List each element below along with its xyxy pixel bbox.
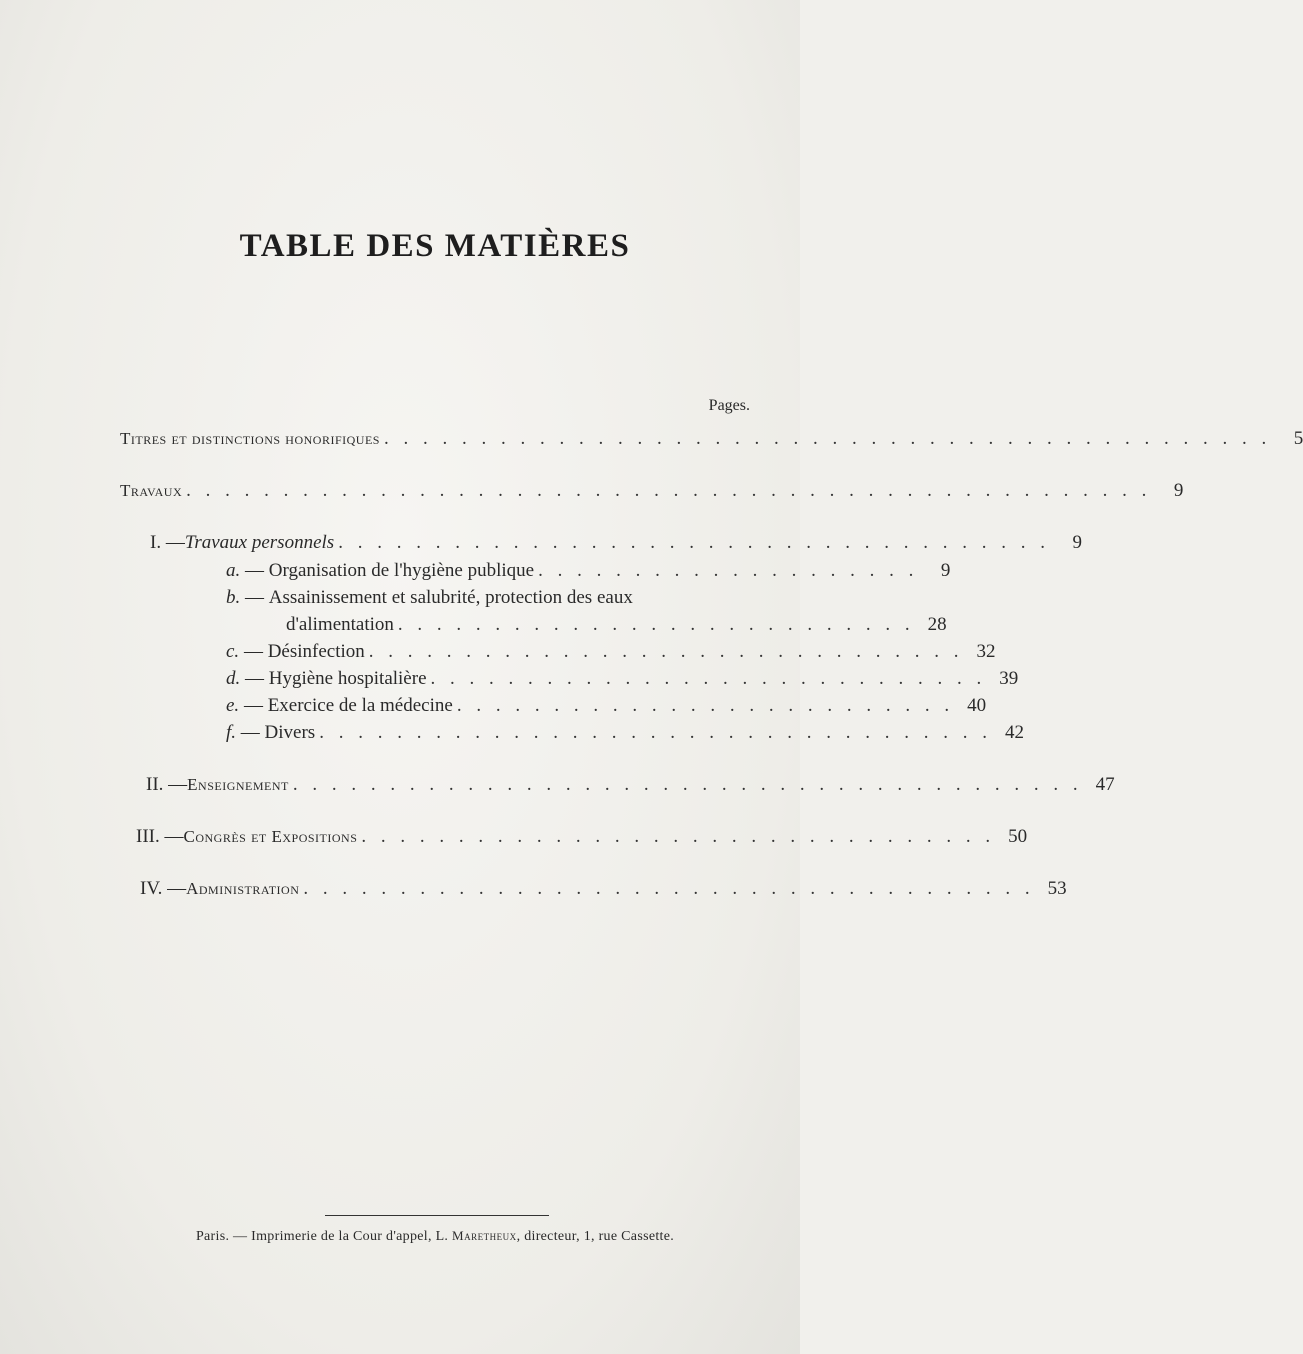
toc-entry-travaux-personnels <box>150 532 1082 554</box>
dot-leader: . . . . . . . . . . . . . . . . . . . . . . . . . . . . . . . <box>368 641 964 662</box>
toc-entry-label: Désinfection <box>267 641 365 662</box>
toc-subentry-b-line2 <box>286 614 947 636</box>
dot-leader: . . . . . . . . . . . . . . . . . . . . . . . . . . . . . . . . . . . . . <box>338 532 1050 553</box>
toc-subentry-letter: a. <box>226 560 241 581</box>
toc-entry-label: Enseignement <box>187 775 289 794</box>
toc-entry-label: d'alimentation <box>286 614 394 635</box>
toc-entry-label: Travaux personnels <box>184 532 335 553</box>
toc-entry-page: 40 <box>967 695 987 716</box>
toc-entry-page: 50 <box>1008 826 1028 847</box>
toc-entry-congres <box>136 826 1028 848</box>
toc-entry-enseignement <box>146 774 1115 796</box>
toc-entry-page: 53 <box>1047 878 1067 899</box>
toc-subentry-b-line1: b. — Assainissement et salubrité, protection des eaux <box>226 587 633 608</box>
dot-leader: . . . . . . . . . . . . . . . . . . . . . . . . . . . . . <box>430 668 987 689</box>
toc-entry-administration <box>140 878 1067 900</box>
printer-imprint <box>0 1228 870 1245</box>
footer-rule <box>325 1215 549 1216</box>
toc-subentry-f: f. — Divers . . . . . . . . . . . . . . . . . . . . . . . . . . . . . . . . . . . 42 <box>226 722 1024 743</box>
toc-subentry-letter: f. <box>226 722 237 743</box>
toc-entry-label: Titres et distinctions honorifiques <box>120 429 380 448</box>
toc-entry-label: Travaux <box>120 481 183 500</box>
toc-subentry-a: a. — Organisation de l'hygiène publique . . . . . . . . . . . . . . . . . . . . 9 <box>226 560 951 581</box>
toc-entry-label: Organisation de l'hygiène publique <box>268 560 535 581</box>
page-title: TABLE DES MATIÈRES <box>239 228 631 264</box>
pages-column-header: Pages. <box>708 397 750 414</box>
dot-leader: . . . . . . . . . . . . . . . . . . . . <box>538 560 919 581</box>
dot-leader: . . . . . . . . . . . . . . . . . . . . . . . . . . . . . . . . . . . . . . . . . . . . . . <box>383 428 1272 449</box>
toc-entry-label: Congrès et Expositions <box>183 827 358 846</box>
dot-leader: . . . . . . . . . . . . . . . . . . . . . . . . . . <box>456 695 955 716</box>
toc-entry-page: 47 <box>1095 774 1115 795</box>
toc-subentry-letter: d. <box>226 668 241 689</box>
toc-entry-prefix: III. — <box>136 826 184 847</box>
imprint-text: , directeur, 1, rue Cassette. <box>516 1229 675 1244</box>
toc-entry-page: 28 <box>927 614 947 635</box>
toc-entry-prefix: IV. — <box>140 878 187 899</box>
toc-entry-titres <box>120 428 1303 450</box>
toc-subentry-d: d. — Hygiène hospitalière . . . . . . . . . . . . . . . . . . . . . . . . . . . . . 39 <box>226 668 1019 689</box>
dot-leader: . . . . . . . . . . . . . . . . . . . . . . . . . . . . . . . . . . . . . . . . . . . . . . . . . . <box>186 480 1152 501</box>
toc-entry-page: 42 <box>1004 722 1024 743</box>
toc-subentry-c: c. — Désinfection . . . . . . . . . . . . . . . . . . . . . . . . . . . . . . . 32 <box>226 641 996 662</box>
toc-entry-page: 5 <box>1293 428 1303 449</box>
toc-entry-label: Divers <box>264 722 316 743</box>
toc-subentry-letter: b. <box>226 587 241 608</box>
toc-entry-prefix: I. — <box>150 532 185 553</box>
toc-entry-label: Exercice de la médecine <box>267 695 453 716</box>
dot-leader: . . . . . . . . . . . . . . . . . . . . . . . . . . . . . . . . . . . . . . . . . <box>292 774 1083 795</box>
toc-entry-page: 9 <box>940 560 951 581</box>
toc-entry-page: 9 <box>1173 480 1184 501</box>
dot-leader: . . . . . . . . . . . . . . . . . . . . . . . . . . . . . . . . . <box>361 826 996 847</box>
toc-entry-page: 32 <box>976 641 996 662</box>
dot-leader: . . . . . . . . . . . . . . . . . . . . . . . . . . . <box>397 614 915 635</box>
imprint-printer-name: Maretheux <box>452 1228 517 1243</box>
toc-entry-prefix: II. — <box>146 774 188 795</box>
toc-entry-page: 9 <box>1072 532 1082 553</box>
dot-leader: . . . . . . . . . . . . . . . . . . . . . . . . . . . . . . . . . . . . . . <box>303 878 1035 899</box>
imprint-text: Paris. — Imprimerie de la Cour d'appel, L. <box>195 1229 453 1244</box>
toc-entry-label: Administration <box>186 879 300 898</box>
toc-subentry-e: e. — Exercice de la médecine . . . . . . . . . . . . . . . . . . . . . . . . . . 40 <box>226 695 987 716</box>
toc-entry-label: Hygiène hospitalière <box>268 668 427 689</box>
toc-subentry-letter: c. <box>226 641 240 662</box>
toc-subentry-letter: e. <box>226 695 240 716</box>
dot-leader: . . . . . . . . . . . . . . . . . . . . . . . . . . . . . . . . . . . <box>319 722 992 743</box>
toc-entry-page: 39 <box>999 668 1019 689</box>
toc-entry-travaux <box>120 480 1184 502</box>
toc-entry-label: Assainissement et salubrité, protection des eaux <box>268 587 633 608</box>
